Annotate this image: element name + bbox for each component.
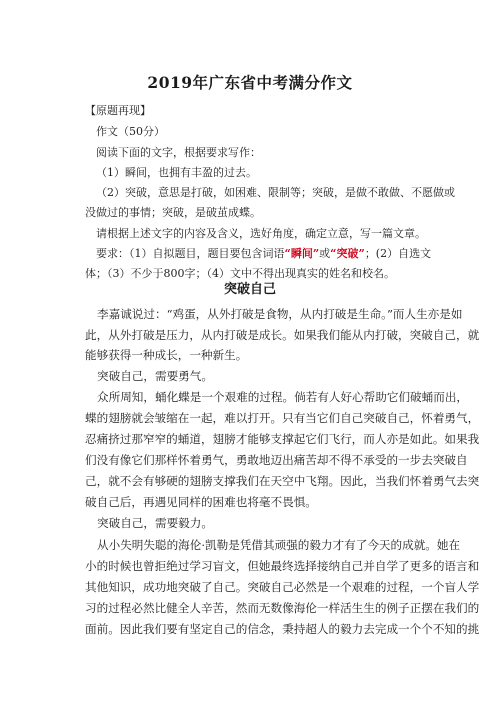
essay-line-1: 李嘉诚说过：“鸡蛋，从外打破是食物，从内打破是生命。”而人生亦是如 [97,307,463,321]
requirements-or: 或 [319,247,331,260]
prompt-item-1: （1）瞬间，也拥有丰盈的过去。 [96,166,257,179]
essay-line-4: 突破自己，需要勇气。 [97,369,213,383]
essay-title: 突破自己 [223,282,276,297]
essay-line-16: 面前。因此我们要有坚定自己的信念，秉持超人的毅力去完成一个个不知的挑 [85,622,480,636]
section-label: 【原题再现】 [85,104,151,117]
document-title: 2019年广东省中考满分作文 [147,73,353,92]
directive: 请根据上述文字的内容及含义，选好角度，确定立意，写一篇文章。 [96,227,426,240]
essay-line-5: 众所周知，蛹化蝶是一个艰难的过程。倘若有人好心帮助它们破蛹而出， [97,390,469,404]
requirements-line-1 [96,246,436,261]
requirements-line-2: 体；（3）不少于800字；（4）文中不得出现真实的姓名和校名。 [85,267,395,280]
requirements-suffix: ；(2）自选文 [364,247,432,260]
essay-line-9: 己，就不会有够硬的翅膀支撑我们在天空中飞翔。因此，当我们怀着勇气去突 [85,474,480,488]
essay-line-3: 能够获得一种成长，一种新生。 [85,348,248,362]
essay-line-8: 们没有像它们那样怀着勇气，勇敢地迈出痛苦却不得不承受的一步去突破自 [85,453,468,467]
prompt-item-2-line-1: （2）突破，意思是打破，如困难、限制等；突破，是做不敢做、不愿做或 [96,186,455,199]
essay-line-14: 其他知识，成功地突破了自己。突破自己必然是一个艰难的过程，一个盲人学 [85,580,480,594]
essay-line-13: 小的时候也曾拒绝过学习盲文，但她最终选择接纳自己并自学了更多的语言和 [85,559,480,573]
essay-line-10: 破自己后，再遇见同样的困难也将毫不畏惧。 [85,495,317,509]
essay-line-6: 蝶的翅膀就会皱缩在一起，难以打开。只有当它们自己突破自己，怀着勇气， [85,411,480,425]
requirements-prefix: 要求：（1）自拟题目，题目要包含词语 [96,247,285,260]
essay-line-12: 从小失明失聪的海伦·凯勒是凭借其顽强的毅力才有了今天的成就。她在 [97,538,461,552]
essay-line-15: 习的过程必然比健全人辛苦，然而无数像海伦一样活生生的例子正摆在我们的 [85,601,480,615]
instruction: 阅读下面的文字，根据要求写作： [96,146,261,159]
keyword-instant: “瞬间” [284,247,320,260]
prompt-item-2-line-2: 没做过的事情；突破，是破茧成蝶。 [85,206,261,219]
essay-score: 作文（50分） [96,125,165,138]
essay-line-2: 此，从外打破是压力，从内打破是成长。如果我们能从内打破，突破自己，就 [85,328,480,342]
essay-line-7: 忍痛挤过那窄窄的蛹道，翅膀才能够支撑起它们飞行，而人亦是如此。如果我 [85,432,480,446]
essay-line-11: 突破自己，需要毅力。 [97,516,213,530]
keyword-breakthrough: “突破” [330,247,365,260]
